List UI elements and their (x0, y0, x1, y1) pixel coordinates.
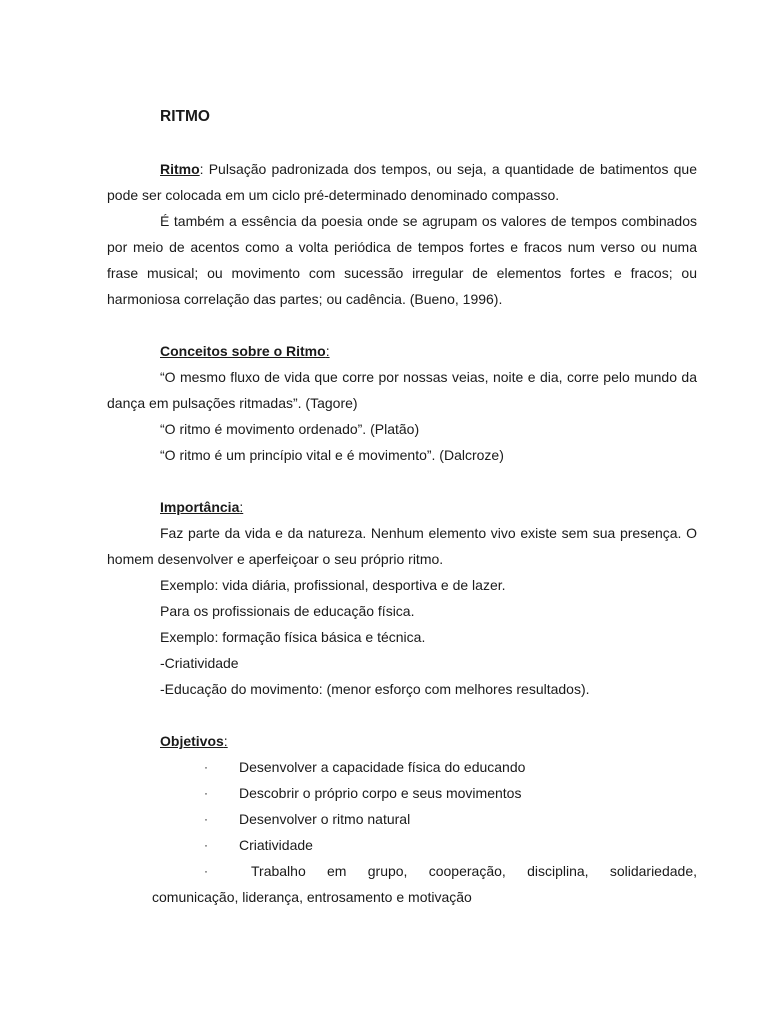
list-item: · Desenvolver o ritmo natural (107, 806, 697, 832)
ritmo-paragraph-2: É também a essência da poesia onde se agrupam os valores de tempos combinados por meio de acentos como a volta periódica de tempos fortes e fracos num verso ou numa frase musical; ou movimento com sucessão irregular de elementos fortes e fracos; ou harmoniosa correlação das partes; ou cadência. (Bueno, 1996). (107, 213, 697, 307)
ritmo-label: Ritmo (160, 161, 200, 177)
bullet-icon: · (204, 760, 208, 774)
quote-platao: “O ritmo é movimento ordenado”. (Platão) (160, 421, 420, 437)
list-item: · Descobrir o próprio corpo e seus movimentos (107, 780, 697, 806)
importancia-line: Exemplo: formação física básica e técnica. (160, 629, 426, 645)
bullet-icon: · (204, 864, 208, 878)
importancia-line: -Educação do movimento: (menor esforço com melhores resultados). (160, 681, 590, 697)
importancia-line: Para os profissionais de educação física. (160, 603, 415, 619)
list-item: · Desenvolver a capacidade física do educando (107, 754, 697, 780)
objetivos-list (107, 754, 697, 884)
document-title: RITMO (160, 108, 210, 125)
importancia-heading: Importância: (160, 499, 244, 515)
ritmo-definition-text: : Pulsação padronizada dos tempos, ou seja, a quantidade de batimentos que pode ser colocada em um ciclo pré-determinado denominado compasso. (107, 161, 697, 203)
importancia-paragraph: Faz parte da vida e da natureza. Nenhum elemento vivo existe sem sua presença. O homem desenvolver e aperfeiçoar o seu próprio ritmo. (107, 525, 697, 567)
list-item: · Criatividade (107, 832, 697, 858)
bullet-icon: · (204, 812, 208, 826)
ritmo-definition (107, 156, 697, 208)
conceitos-heading: Conceitos sobre o Ritmo: (160, 343, 330, 359)
bullet-icon: · (204, 838, 208, 852)
list-item: · Trabalho em grupo, cooperação, disciplina, solidariedade, (107, 858, 697, 884)
objetivos-heading: Objetivos: (160, 733, 228, 749)
document-page (107, 104, 697, 910)
list-item-continuation: comunicação, liderança, entrosamento e motivação (152, 889, 472, 905)
importancia-line: Exemplo: vida diária, profissional, desportiva e de lazer. (160, 577, 506, 593)
importancia-line: -Criatividade (160, 655, 239, 671)
bullet-icon: · (204, 786, 208, 800)
quote-tagore: “O mesmo fluxo de vida que corre por nossas veias, noite e dia, corre pelo mundo da dança em pulsações ritmadas”. (Tagore) (107, 369, 697, 411)
quote-dalcroze: “O ritmo é um princípio vital e é movimento”. (Dalcroze) (160, 447, 504, 463)
